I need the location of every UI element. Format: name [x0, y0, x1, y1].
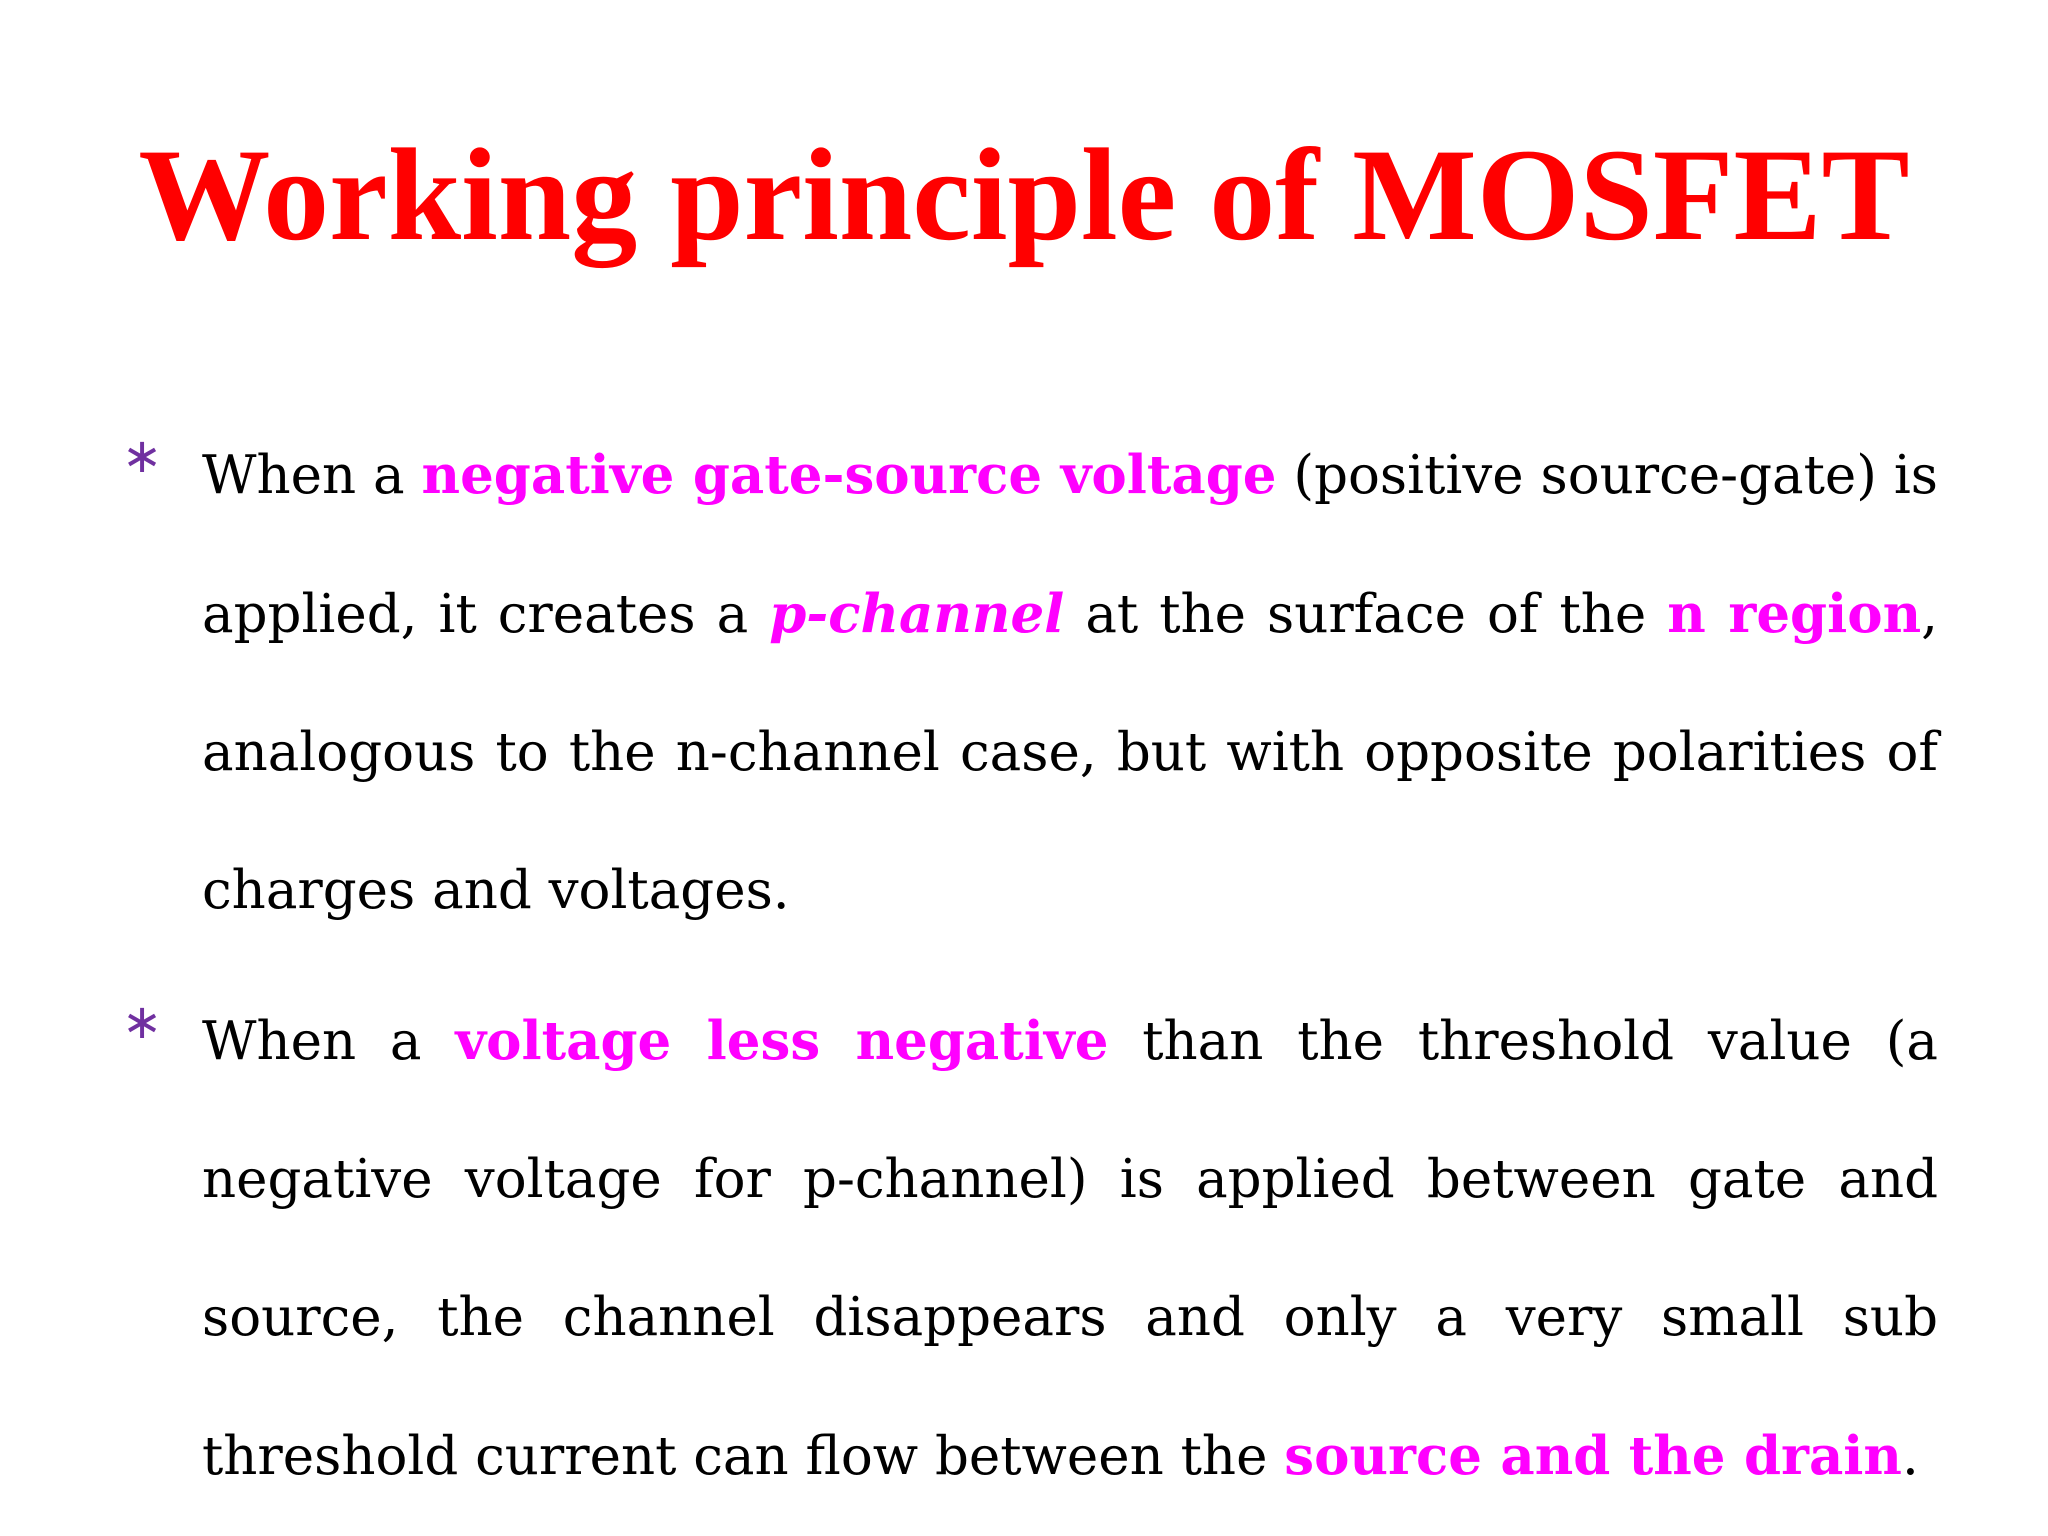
- bullet-2-highlight-voltage-less-negative: voltage less negative: [455, 1010, 1109, 1072]
- bullet-2-highlight-source-and-the-drain: source and the drain: [1284, 1425, 1902, 1487]
- bullet-2-text: .: [1901, 1426, 1919, 1487]
- bullet-text-1: [202, 406, 1938, 960]
- bullet-1-highlight-n-region: n region: [1667, 583, 1922, 645]
- bullet-2-text: than the threshold value (a negative voltage for p-channel) is applied between gate and source, the channel disappears and only a very small sub threshold current can flow between the: [202, 1011, 1939, 1487]
- bullet-text-2: [202, 972, 1938, 1526]
- asterisk-bullet-icon: ∗: [122, 994, 163, 1050]
- bullet-2-text: When a: [202, 1011, 456, 1072]
- asterisk-bullet-icon: ∗: [122, 428, 163, 484]
- bullet-1-highlight-negative-gate-source-voltage: negative gate-source voltage: [421, 444, 1277, 506]
- bullet-1-text: When a: [202, 445, 422, 506]
- bullet-1-highlight-p-channel: p-channel: [769, 583, 1065, 645]
- bullet-1-text: (positive source-gate) is applied, it creates a: [202, 445, 1939, 645]
- bullet-1-text: at the surface of the: [1064, 584, 1668, 645]
- bullet-1-text: , analogous to the n-channel case, but with opposite polarities of charges and voltages.: [202, 584, 1938, 921]
- slide-title: Working principle of MOSFET: [138, 121, 1910, 268]
